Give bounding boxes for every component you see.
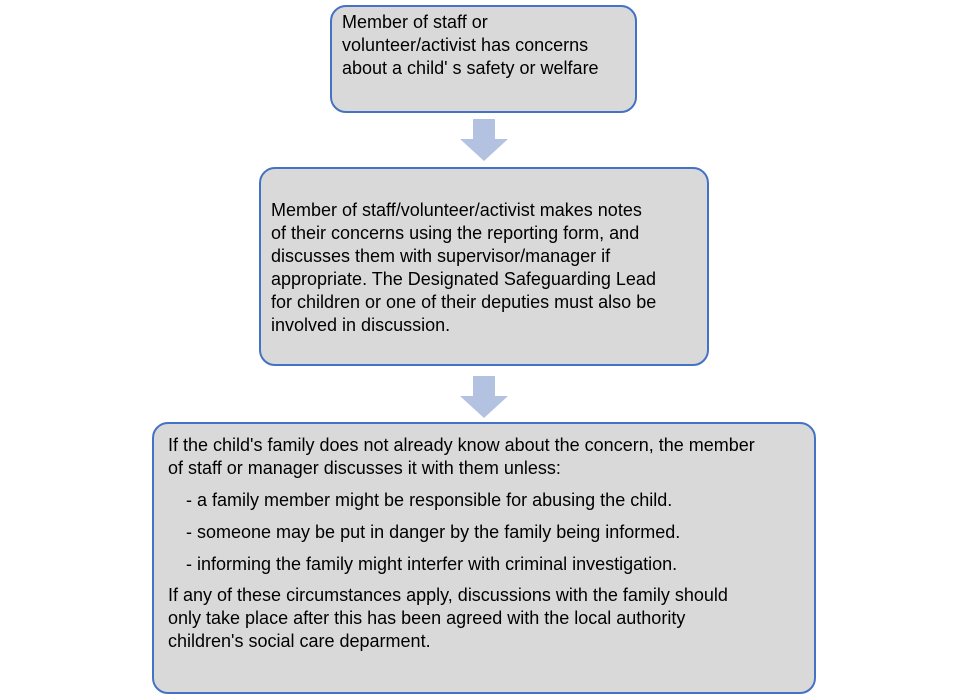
step-3-closing-line: If any of these circumstances apply, discussions with the family should (168, 585, 728, 605)
exception-item: - someone may be put in danger by the family being informed. (186, 522, 681, 542)
step-2-text-line: for children or one of their deputies must also be (271, 292, 657, 312)
flow-step-1-box (330, 5, 637, 113)
step-2-text-line: involved in discussion. (271, 315, 451, 335)
step-3-closing-line: only take place after this has been agreed with the local authority (168, 608, 686, 628)
flow-step-2-box (259, 167, 709, 366)
step-3-intro-line: of staff or manager discusses it with them unless: (168, 458, 561, 478)
exception-item: - a family member might be responsible for abusing the child. (186, 490, 673, 510)
step-3-closing-line: children's social care deparment. (168, 631, 431, 651)
down-arrow-icon (460, 119, 508, 161)
exception-item: - informing the family might interfer with criminal investigation. (186, 554, 678, 574)
step-2-text-line: appropriate. The Designated Safeguarding Lead (271, 269, 656, 289)
step-3-intro-line: If the child's family does not already know about the concern, the member (168, 435, 755, 455)
step-1-text-line: volunteer/activist has concerns (342, 35, 589, 55)
flow-step-3-box (152, 422, 816, 694)
step-1-text-line: about a child' s safety or welfare (342, 58, 599, 78)
step-2-text-line: discusses them with supervisor/manager if (271, 246, 611, 266)
step-2-text-line: Member of staff/volunteer/activist makes notes (271, 200, 642, 220)
step-2-text-line: of their concerns using the reporting form, and (271, 223, 640, 243)
step-1-text-line: Member of staff or (342, 12, 488, 32)
down-arrow-icon (460, 376, 508, 418)
